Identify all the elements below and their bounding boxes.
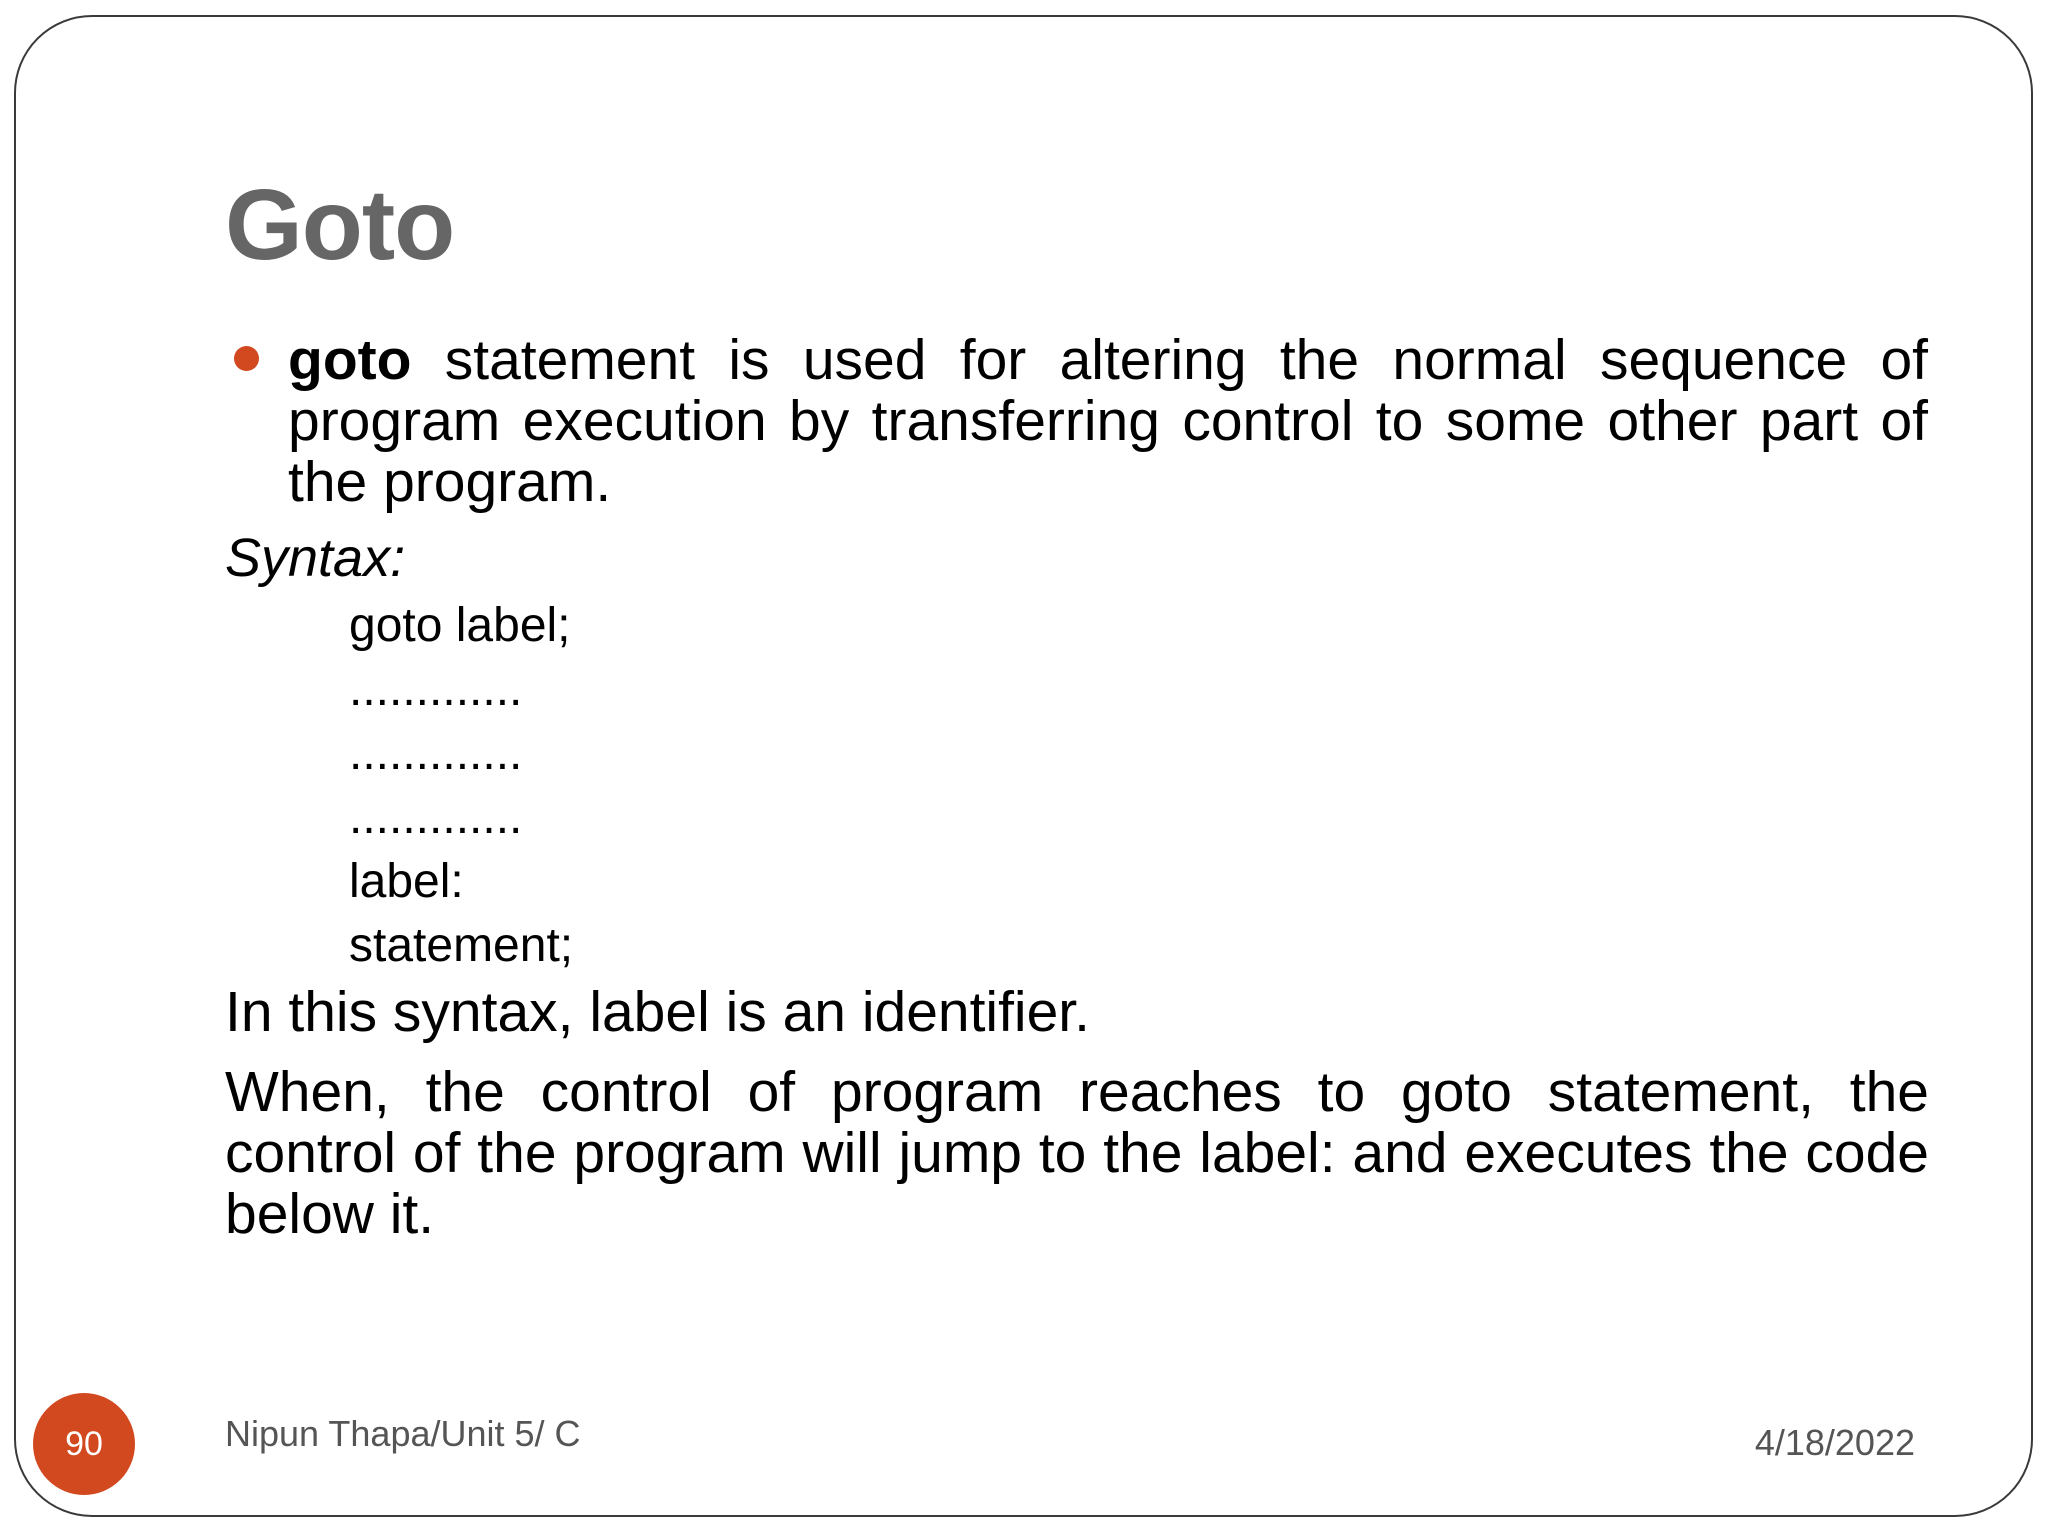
code-line: label: [349, 855, 464, 908]
bullet-bold-term: goto [288, 328, 412, 392]
bullet-text: statement is used for altering the normal sequence of program execution by transferring control to some other part of the program. [288, 328, 1928, 514]
code-line: ............. [349, 727, 523, 780]
code-line: goto label; [349, 599, 571, 652]
paragraph-explanation: When, the control of program reaches to goto statement, the control of the program will jump to the label: and executes the code below it. [225, 1060, 1929, 1246]
code-line: statement; [349, 919, 574, 972]
slide-title: Goto [225, 169, 455, 281]
code-block [349, 594, 573, 978]
footer-date: 4/18/2022 [1754, 1422, 1915, 1463]
footer-author: Nipun Thapa/Unit 5/ C [225, 1413, 581, 1454]
bullet-dot-icon [234, 346, 259, 371]
bullet-item [288, 330, 1928, 513]
code-line: ............. [349, 791, 523, 844]
syntax-label: Syntax: [225, 528, 406, 588]
page-number-badge: 90 [33, 1393, 135, 1495]
paragraph-identifier: In this syntax, label is an identifier. [225, 980, 1090, 1044]
code-line: ............. [349, 663, 523, 716]
